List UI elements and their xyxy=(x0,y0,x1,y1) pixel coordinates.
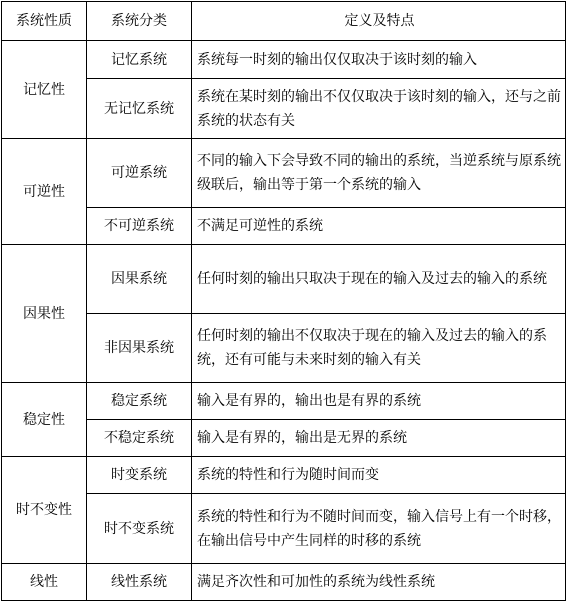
definition-cell: 系统在某时刻的输出不仅仅取决于该时刻的输入，还与之前系统的状态有关 xyxy=(192,79,566,139)
category-cell: 可逆系统 xyxy=(87,139,192,208)
table-row xyxy=(2,457,566,494)
definition-cell: 满足齐次性和可加性的系统为线性系统 xyxy=(192,564,566,601)
header-property: 系统性质 xyxy=(2,2,87,41)
property-cell-linearity: 线性 xyxy=(2,564,87,601)
definition-cell: 不同的输入下会导致不同的输出的系统，当逆系统与原系统级联后，输出等于第一个系统的输入 xyxy=(192,139,566,208)
table-row xyxy=(2,383,566,420)
definition-cell: 系统每一时刻的输出仅仅取决于该时刻的输入 xyxy=(192,41,566,79)
definition-cell: 不满足可逆性的系统 xyxy=(192,208,566,245)
category-cell: 稳定系统 xyxy=(87,383,192,420)
definition-cell: 任何时刻的输出只取决于现在的输入及过去的输入的系统 xyxy=(192,245,566,314)
definition-cell: 输入是有界的，输出也是有界的系统 xyxy=(192,383,566,420)
category-cell: 非因果系统 xyxy=(87,314,192,383)
property-cell-memory: 记忆性 xyxy=(2,41,87,139)
header-definition: 定义及特点 xyxy=(192,2,566,41)
category-cell: 时变系统 xyxy=(87,457,192,494)
table-row xyxy=(2,208,566,245)
definition-cell: 系统的特性和行为随时间而变 xyxy=(192,457,566,494)
category-cell: 时不变系统 xyxy=(87,494,192,564)
system-properties-table xyxy=(1,1,566,601)
table-row xyxy=(2,139,566,208)
table-row xyxy=(2,79,566,139)
header-row xyxy=(2,2,566,41)
table-row xyxy=(2,564,566,601)
property-cell-time-invariance: 时不变性 xyxy=(2,457,87,564)
header-category: 系统分类 xyxy=(87,2,192,41)
category-cell: 不可逆系统 xyxy=(87,208,192,245)
definition-cell: 任何时刻的输出不仅取决于现在的输入及过去的输入的系统，还有可能与未来时刻的输入有关 xyxy=(192,314,566,383)
table-row xyxy=(2,41,566,79)
definition-cell: 系统的特性和行为不随时间而变，输入信号上有一个时移，在输出信号中产生同样的时移的系统 xyxy=(192,494,566,564)
table-row xyxy=(2,494,566,564)
table-row xyxy=(2,245,566,314)
category-cell: 不稳定系统 xyxy=(87,420,192,457)
property-cell-stability: 稳定性 xyxy=(2,383,87,457)
table-row xyxy=(2,420,566,457)
category-cell: 记忆系统 xyxy=(87,41,192,79)
category-cell: 线性系统 xyxy=(87,564,192,601)
category-cell: 无记忆系统 xyxy=(87,79,192,139)
property-cell-invertibility: 可逆性 xyxy=(2,139,87,245)
category-cell: 因果系统 xyxy=(87,245,192,314)
property-cell-causality: 因果性 xyxy=(2,245,87,383)
table-row xyxy=(2,314,566,383)
definition-cell: 输入是有界的，输出是无界的系统 xyxy=(192,420,566,457)
